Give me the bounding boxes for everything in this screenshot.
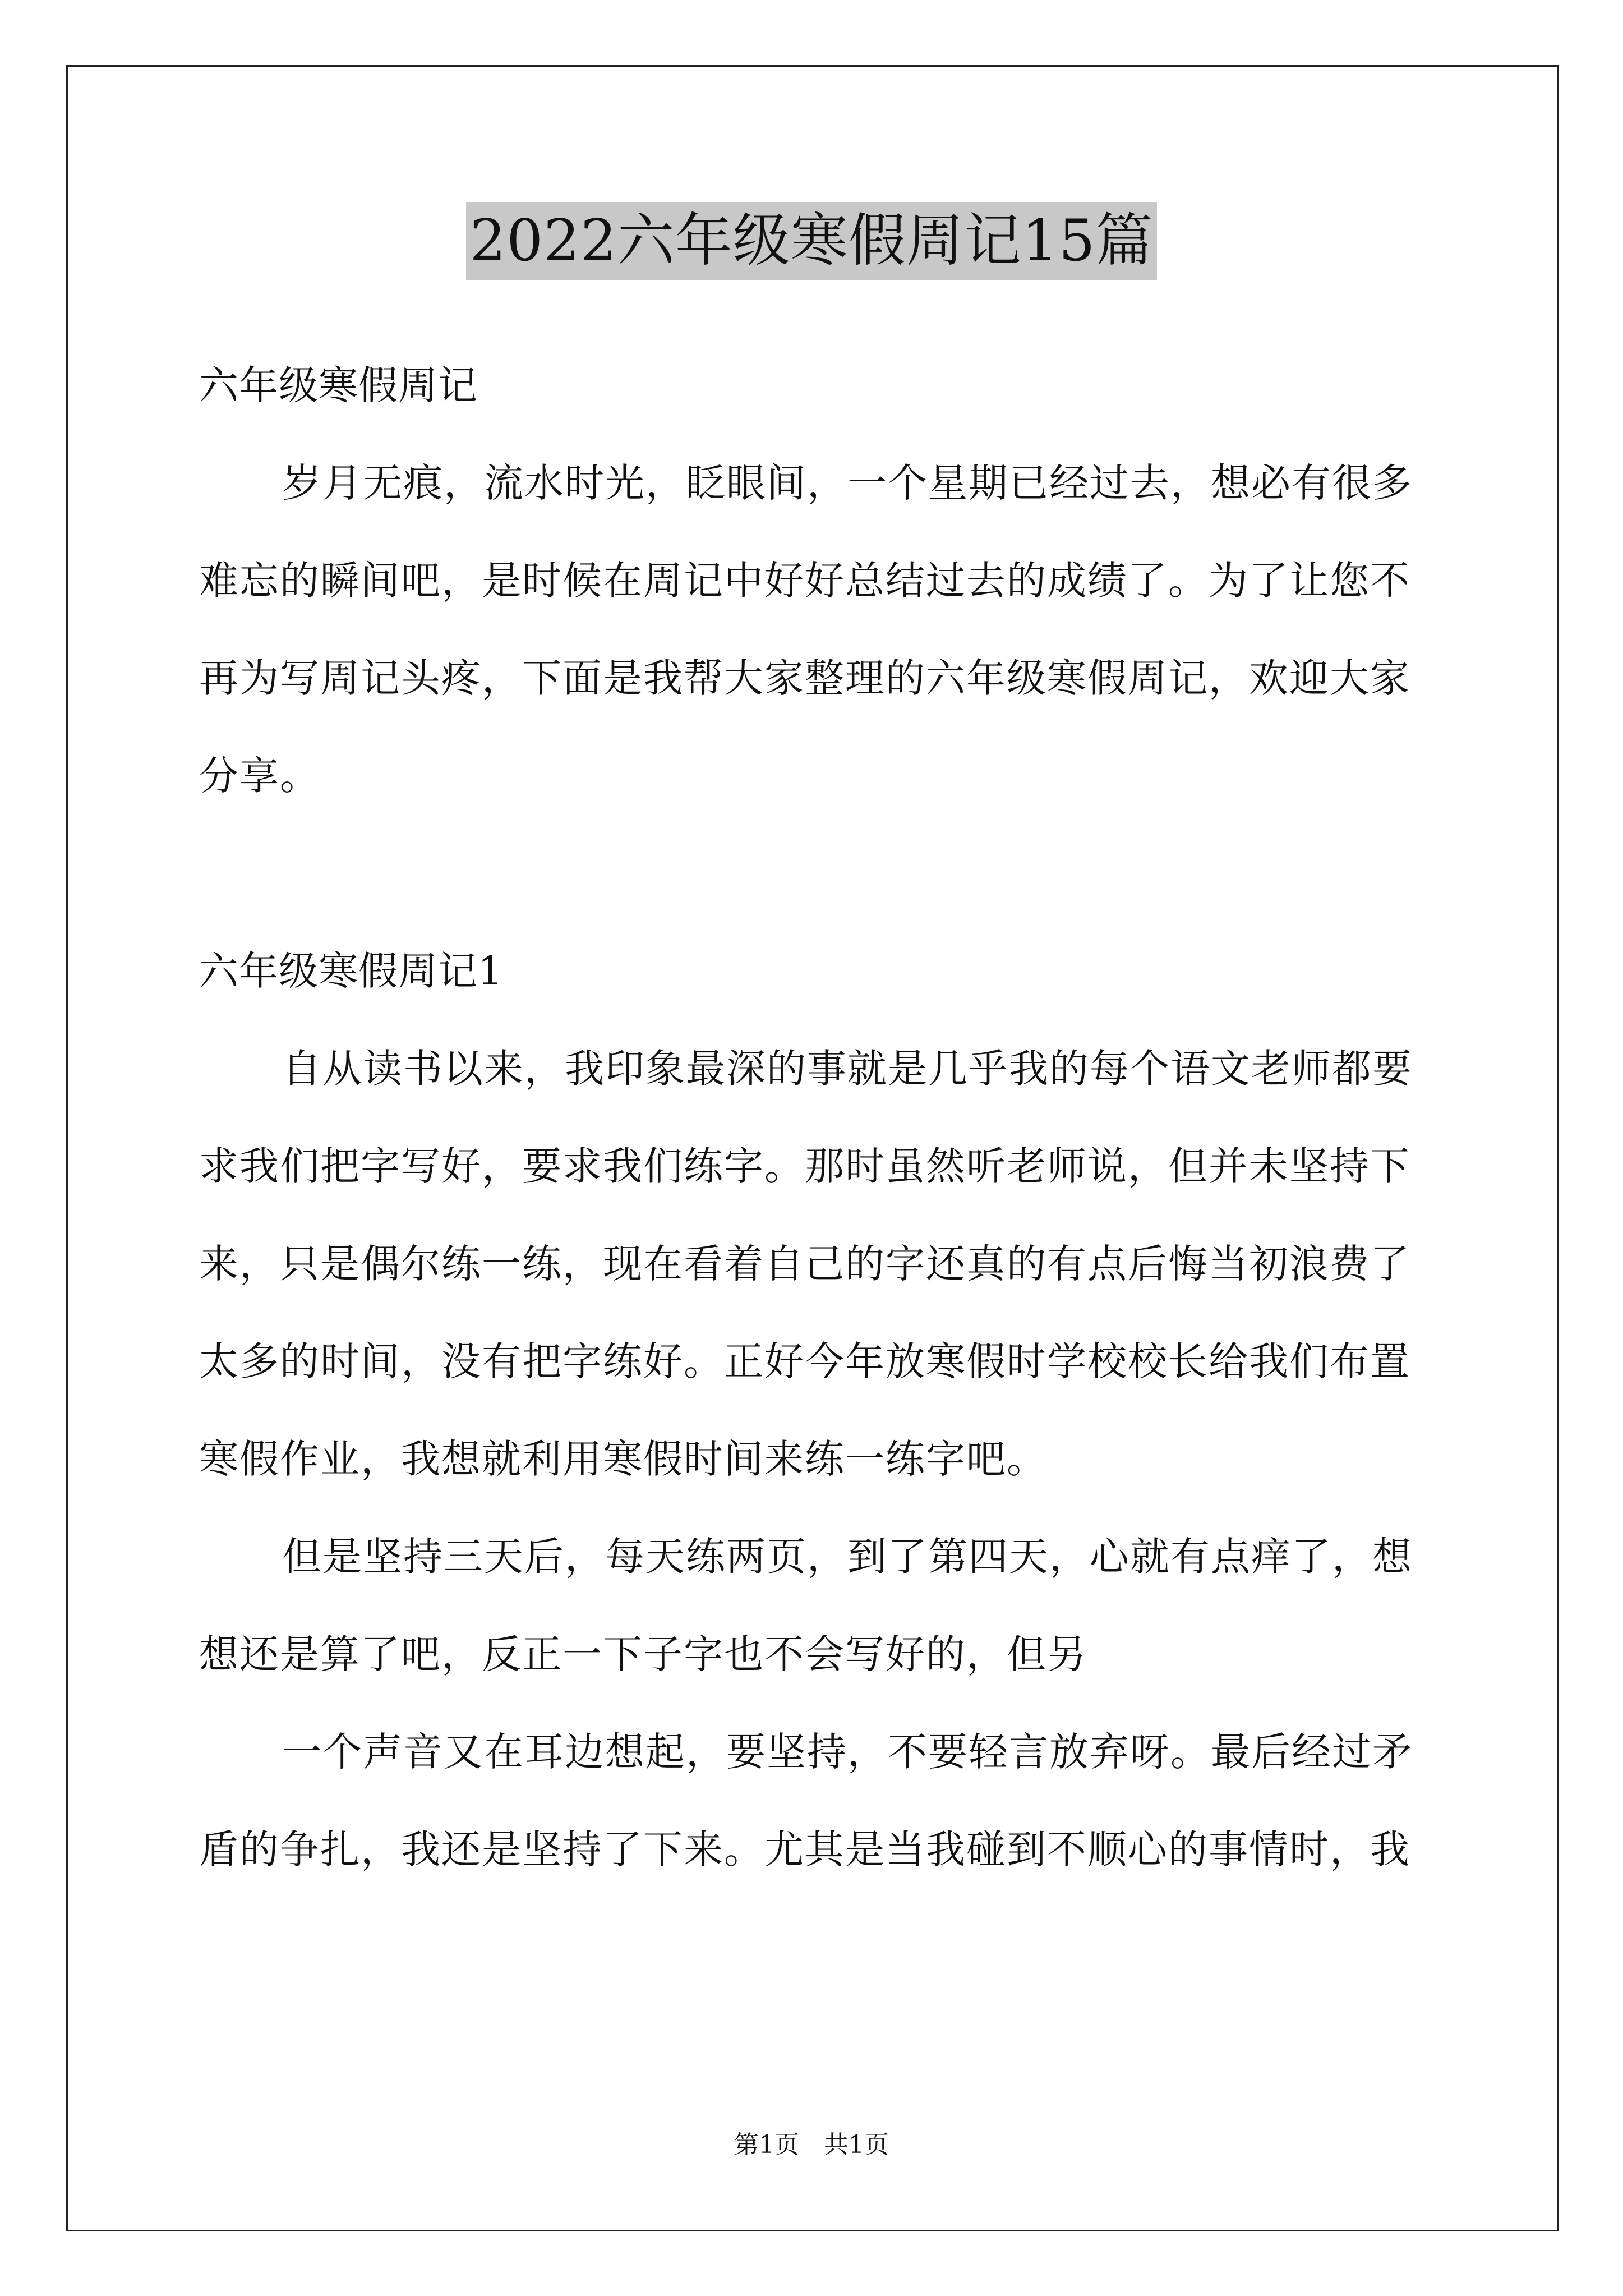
text-line: 但是坚持三天后，每天练两页，到了第四天，心就有点痒了，想: [282, 1534, 1413, 1580]
paragraph-spacer: [199, 825, 1430, 922]
text-line: 再为写周记头疼，下面是我帮大家整理的六年级寒假周记，欢迎大家: [199, 655, 1410, 701]
document-title: 2022六年级寒假周记15篇: [466, 202, 1156, 280]
text-line: 求我们把字写好，要求我们练字。那时虽然听老师说，但并未坚持下: [199, 1143, 1410, 1189]
text-line: 来，只是偶尔练一练，现在看着自己的字还真的有点后悔当初浪费了: [199, 1241, 1410, 1287]
text-line: 难忘的瞬间吧，是时候在周记中好好总结过去的成绩了。为了让您不: [199, 558, 1410, 604]
text-line: 寒假作业，我想就利用寒假时间来练一练字吧。: [199, 1436, 1047, 1482]
section-heading: 六年级寒假周记1: [199, 948, 504, 994]
text-line: 分享。: [199, 753, 320, 799]
title-container: [0, 202, 1623, 280]
intro-heading: 六年级寒假周记: [199, 362, 478, 408]
document-body: [199, 337, 1430, 1898]
text-line: 盾的争扎，我还是坚持了下来。尤其是当我碰到不顺心的事情时，我: [199, 1826, 1410, 1872]
text-line: 太多的时间，没有把字练好。正好今年放寒假时学校校长给我们布置: [199, 1338, 1410, 1384]
page-total: 共1页: [824, 2131, 889, 2159]
text-line: 一个声音又在耳边想起，要坚持，不要轻言放弃呀。最后经过矛: [282, 1729, 1413, 1775]
text-line: 自从读书以来，我印象最深的事就是几乎我的每个语文老师都要: [282, 1046, 1413, 1092]
page-footer: [0, 2128, 1623, 2162]
page-number: 第1页: [734, 2131, 799, 2159]
text-line: 想还是算了吧，反正一下子字也不会写好的，但另: [199, 1631, 1087, 1677]
text-line: 岁月无痕，流水时光，眨眼间，一个星期已经过去，想必有很多: [282, 460, 1413, 506]
